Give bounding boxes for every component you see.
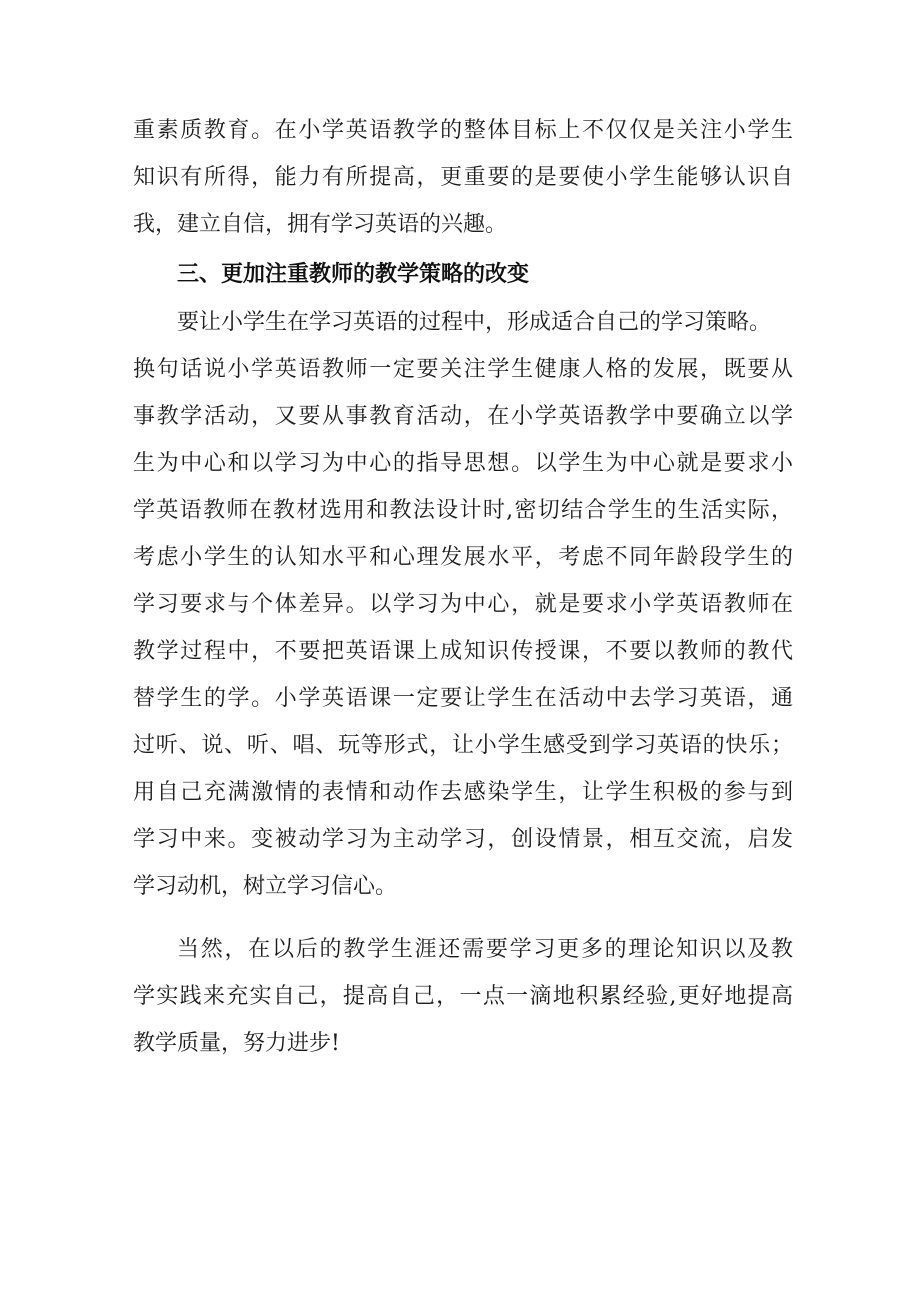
text-line: 教学质量，努力进步! <box>133 1031 340 1056</box>
text-line: 过听、说、听、唱、玩等形式，让小学生感受到学习英语的快乐； <box>133 733 793 758</box>
section-heading: 三、更加注重教师的教学策略的改变 <box>177 262 530 287</box>
text-line: 我，建立自信，拥有学习英语的兴趣。 <box>133 212 508 237</box>
text-line: 学英语教师在教材选用和教法设计时,密切结合学生的生活实际， <box>133 498 793 523</box>
text-line: 当然，在以后的教学生涯还需要学习更多的理论知识以及教 <box>177 937 793 962</box>
text-line: 考虑小学生的认知水平和心理发展水平，考虑不同年龄段学生的 <box>133 545 793 570</box>
text-line: 学习动机，树立学习信心。 <box>133 874 398 899</box>
text-line: 生为中心和以学习为中心的指导思想。以学生为中心就是要求小 <box>133 451 793 476</box>
text-line: 替学生的学。小学英语课一定要让学生在活动中去学习英语，通 <box>133 686 793 711</box>
paragraph-strategy <box>133 299 793 910</box>
text-line: 学实践来充实自己，提高自己，一点一滴地积累经验,更好地提高 <box>133 984 793 1009</box>
text-line: 教学过程中，不要把英语课上成知识传授课，不要以教师的教代 <box>133 639 793 664</box>
text-line: 要让小学生在学习英语的过程中，形成适合自己的学习策略。 <box>177 310 772 335</box>
paragraph-intro <box>133 107 793 248</box>
text-line: 学习中来。变被动学习为主动学习，创设情景，相互交流，启发 <box>133 827 793 852</box>
text-line: 学习要求与个体差异。以学习为中心，就是要求小学英语教师在 <box>133 592 793 617</box>
text-line: 知识有所得，能力有所提高，更重要的是要使小学生能够认识自 <box>133 165 793 190</box>
paragraph-conclusion <box>133 926 793 1067</box>
text-line: 换句话说小学英语教师一定要关注学生健康人格的发展，既要从 <box>133 357 793 382</box>
text-line: 重素质教育。在小学英语教学的整体目标上不仅仅是关注小学生 <box>133 118 793 143</box>
text-line: 事教学活动，又要从事教育活动，在小学英语教学中要确立以学 <box>133 404 793 429</box>
text-line: 用自己充满激情的表情和动作去感染学生，让学生积极的参与到 <box>133 780 793 805</box>
